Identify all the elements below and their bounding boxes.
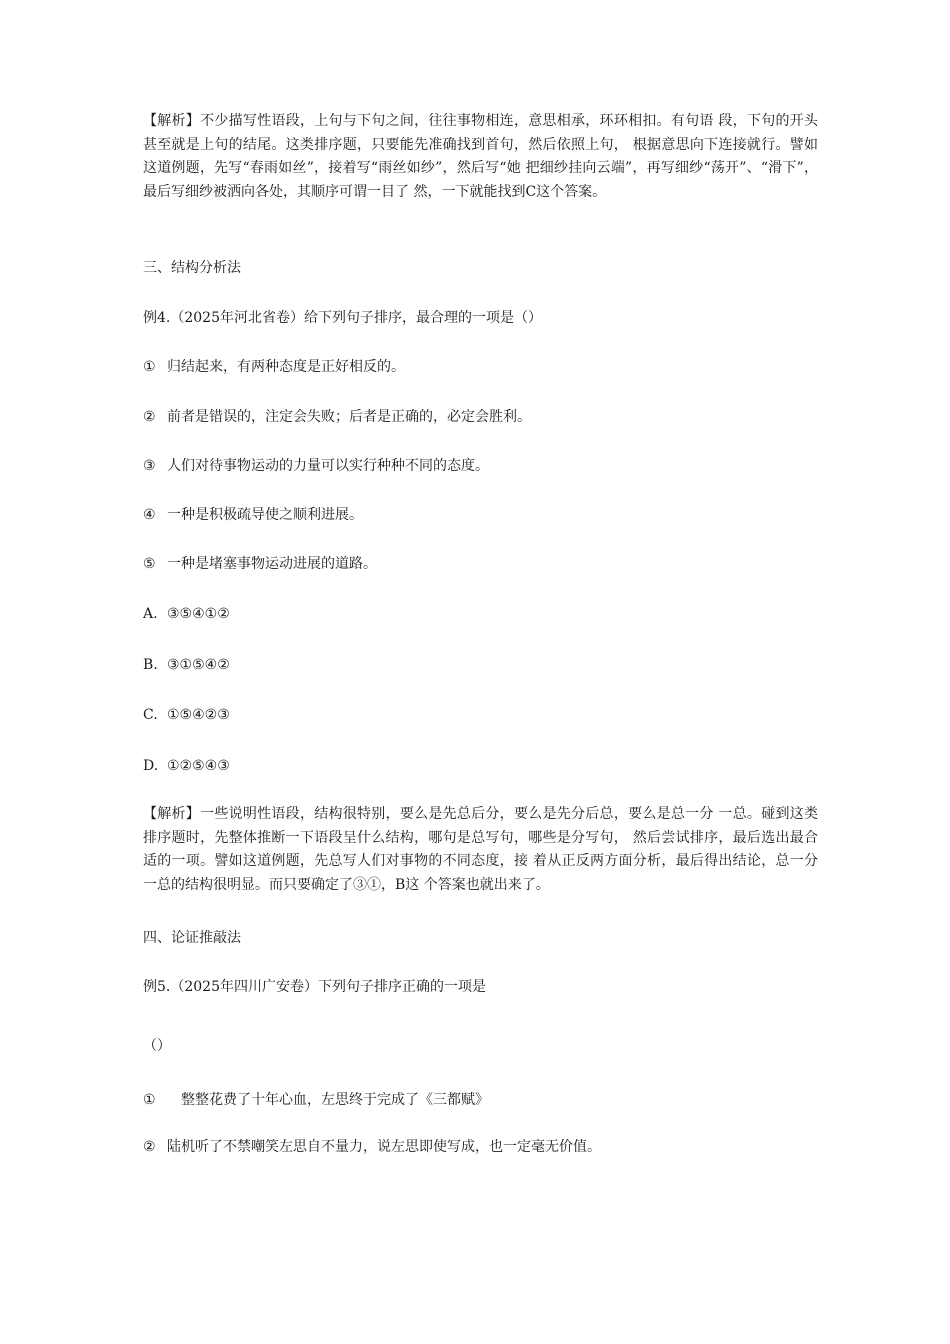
sentence-text: 归结起来，有两种态度是正好相反的。 <box>167 359 405 375</box>
option-letter: B. <box>143 657 158 673</box>
example-4-question: 例4.（2025年河北省卷）给下列句子排序，最合理的一项是（） <box>143 310 542 326</box>
sentence-text: 一种是积极疏导使之顺利进展。 <box>167 507 363 523</box>
section-heading-argument: 四、论证推敲法 <box>143 930 241 946</box>
option-text: ①⑤④②③ <box>167 707 230 723</box>
option-letter: A. <box>143 606 158 622</box>
example-5-sentence-2 <box>143 1137 601 1157</box>
analysis-paragraph-1 <box>143 110 818 204</box>
example-5-answer-paren: （） <box>143 1038 171 1054</box>
analysis-text: 一些说明性语段，结构很特别，要么是先总后分，要么是先分后总，要么是总一分 一总。碰到这类排序题时，先整体推断一下语段呈什么结构，哪句是总写句，哪些是分写句， 然后尝试排序，最后选出最合适的一项。譬如这道例题，先总写人们对事物的不同态度，接 着从正反两方面分析，最后得出结论，总一分一总的结构很明显。而只要确定了③①，B这 个答案也就出来了。 <box>143 806 819 893</box>
analysis-label: 【解析】 <box>143 113 201 129</box>
sentence-marker: ③ <box>143 458 156 474</box>
sentence-marker: ① <box>143 1092 156 1108</box>
example-4-option-a <box>143 604 230 624</box>
example-4-sentence-2 <box>143 407 531 427</box>
option-text: ①②⑤④③ <box>167 758 230 774</box>
example-5-sentence-1 <box>143 1090 489 1110</box>
sentence-text: 一种是堵塞事物运动进展的道路。 <box>167 556 377 572</box>
sentence-marker: ④ <box>143 507 156 523</box>
option-text: ③⑤④①② <box>167 606 230 622</box>
sentence-text: 陆机听了不禁嘲笑左思自不量力，说左思即使写成，也一定毫无价值。 <box>167 1139 601 1155</box>
sentence-marker: ① <box>143 359 156 375</box>
example-4-sentence-1 <box>143 357 405 377</box>
option-letter: D. <box>143 758 159 774</box>
sentence-text: 整整花费了十年心血，左思终于完成了《三都赋》 <box>181 1092 489 1108</box>
example-5-question: 例5.（2025年四川广安卷）下列句子排序正确的一项是 <box>143 979 486 995</box>
example-4-option-d <box>143 756 230 776</box>
example-4-option-b <box>143 655 230 675</box>
analysis-text: 不少描写性语段，上句与下句之间，往往事物相连，意思相承，环环相扣。有句语 段，下句的开头甚至就是上句的结尾。这类排序题，只要能先准确找到首句，然后依照上句， 根据意思向下连接就行。譬如这道例题，先写“春雨如丝”，接着写“雨丝如纱”，然后写“她 把细纱挂向云端”，再写细纱“荡开”、“滑下”，最后写细纱被洒向各处，其顺序可谓一目了 然，一下就能找到C这个答案。 <box>143 113 819 200</box>
analysis-paragraph-2 <box>143 803 818 897</box>
sentence-text: 人们对待事物运动的力量可以实行种种不同的态度。 <box>167 458 489 474</box>
sentence-marker: ⑤ <box>143 556 156 572</box>
option-text: ③①⑤④② <box>167 657 230 673</box>
section-heading-structure: 三、结构分析法 <box>143 260 241 276</box>
example-4-sentence-3 <box>143 456 489 476</box>
sentence-marker: ② <box>143 409 156 425</box>
sentence-marker: ② <box>143 1139 156 1155</box>
example-4-sentence-4 <box>143 505 363 525</box>
sentence-text: 前者是错误的，注定会失败；后者是正确的，必定会胜利。 <box>167 409 531 425</box>
example-4-option-c <box>143 705 230 725</box>
option-letter: C. <box>143 707 158 723</box>
example-4-sentence-5 <box>143 554 377 574</box>
analysis-label: 【解析】 <box>143 806 201 822</box>
